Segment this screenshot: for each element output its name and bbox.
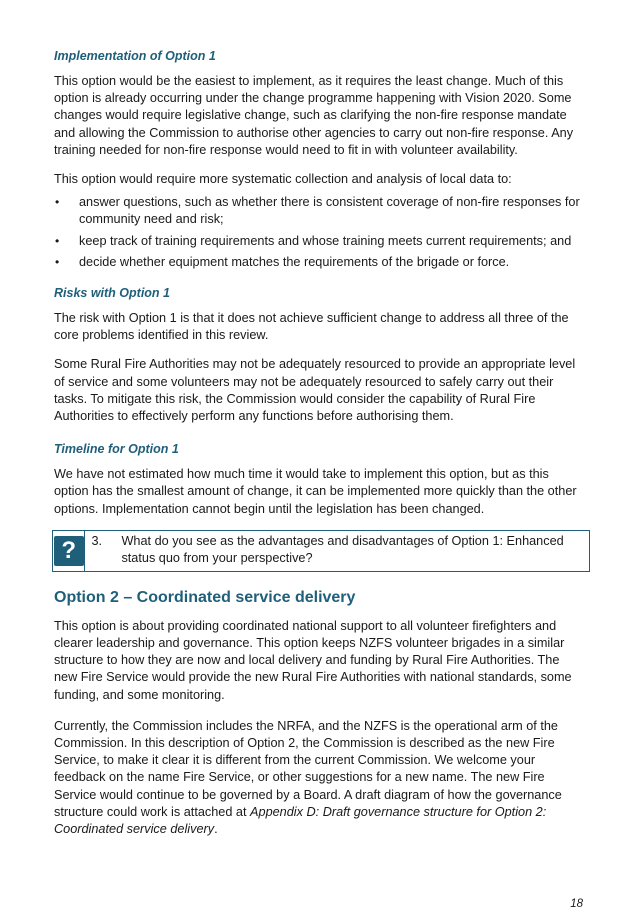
list-item: [54, 254, 584, 271]
data-needs-list: [54, 194, 584, 271]
question-number: 3.: [91, 533, 103, 548]
list-item-text: answer questions, such as whether there is consistent coverage of non-fire responses for community need and risk;: [79, 195, 580, 227]
option-2-paragraph-2-end: .: [214, 822, 218, 837]
option-2-paragraph-2-text: Currently, the Commission includes the NRFA, and the NZFS is the operational arm of the Commission. In this description of Option 2, the Commission is described as the new Fire Service, to make it clear it is different from the current Commission. We welcome your feedback on the name Fire Service, or other suggestions for a new name. The new Fire Service would continue to be governed by a Board. A draft diagram of how the governance structure could work is attached at: [54, 718, 562, 819]
risks-paragraph-2: Some Rural Fire Authorities may not be adequately resourced to provide an appropriate level of service and some volunteers may not be adequately resourced to safely carry out their tasks. To mitigate this risk, the Commission would consider the capability of Rural Fire Authorities to effectively perform any functions before authorising them.: [54, 357, 576, 424]
list-item: [54, 233, 584, 250]
list-item: [54, 194, 584, 228]
question-icon-cell: [53, 531, 85, 571]
option-2-paragraph-2: [54, 718, 584, 838]
option-2-paragraph-1: This option is about providing coordinated national support to all volunteer firefighters and clearer leadership and governance. This option keeps NZFS volunteer brigades in a similar structure to how they are now and local delivery and funding by Rural Fire Authorities. The new Fire Service would provide the new Rural Fire Authorities with national standards, some funding, and some monitoring.: [54, 618, 572, 702]
question-text-row: [85, 531, 589, 571]
question-mark-icon: ?: [54, 536, 84, 566]
bullet-icon: •: [55, 233, 60, 248]
bullet-icon: •: [55, 254, 60, 269]
consultation-question-box: [52, 530, 590, 572]
appendix-reference: Appendix D: Draft governance structure for Option 2: Coordinated service delivery: [54, 804, 547, 837]
document-page: [54, 48, 584, 850]
risks-heading: Risks with Option 1: [54, 286, 170, 301]
implementation-paragraph-2: This option would require more systematic collection and analysis of local data to:: [54, 172, 512, 187]
timeline-heading: Timeline for Option 1: [54, 442, 179, 457]
option-2-heading: Option 2 – Coordinated service delivery: [54, 588, 356, 606]
question-text: What do you see as the advantages and disadvantages of Option 1: Enhanced status quo from your perspective?: [121, 533, 564, 565]
implementation-paragraph-1: This option would be the easiest to implement, as it requires the least change. Much of this option is already occurring under the change programme happening with Vision 2020. Some changes would require legislative change, such as clarifying the non-fire response mandate and allowing the Commission to authorise other agencies to carry out non-fire response. Any training needed for non-fire response would need to fit in with volunteer availability.: [54, 74, 574, 157]
page-number: 18: [570, 898, 583, 910]
list-item-text: decide whether equipment matches the requirements of the brigade or force.: [79, 254, 510, 269]
bullet-icon: •: [55, 195, 60, 210]
implementation-heading: Implementation of Option 1: [54, 49, 216, 63]
list-item-text: keep track of training requirements and whose training meets current requirements; and: [79, 233, 572, 248]
timeline-paragraph: We have not estimated how much time it would take to implement this option, but as this option has the smallest amount of change, it can be implemented more quickly than the other options. Implementation cannot begin until the legislation has been changed.: [54, 467, 577, 516]
risks-paragraph-1: The risk with Option 1 is that it does not achieve sufficient change to address all three of the core problems identified in this review.: [54, 311, 569, 343]
